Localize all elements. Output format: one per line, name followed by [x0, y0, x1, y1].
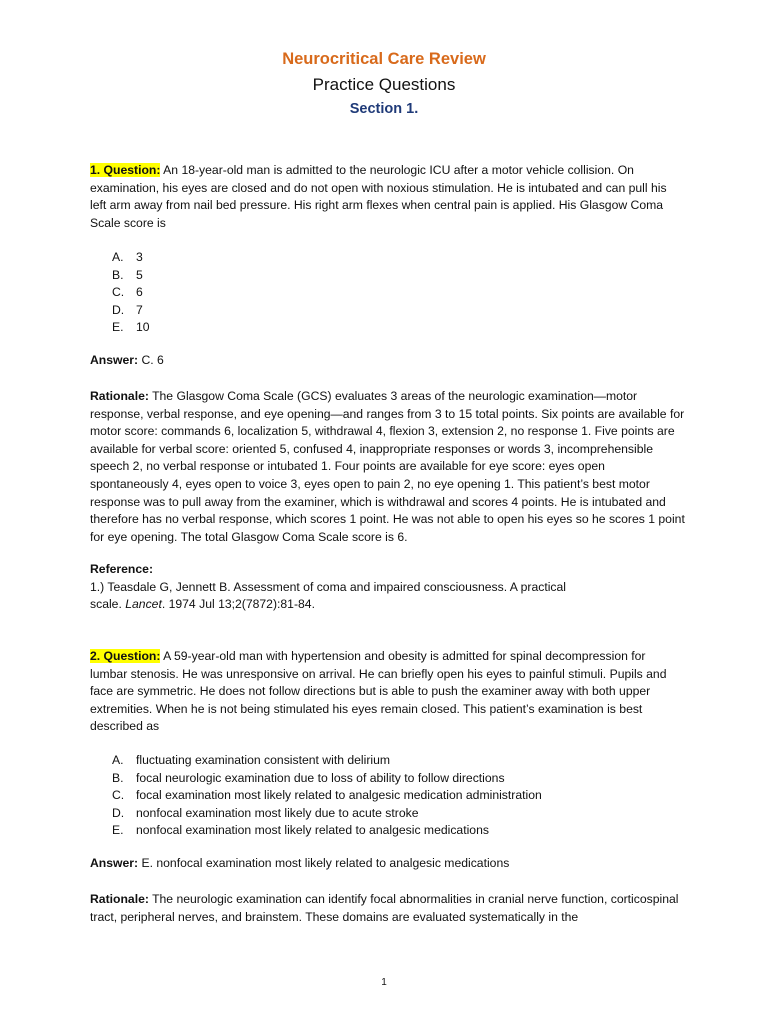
list-item: B. 5 — [112, 267, 143, 282]
question-1-answer: Answer: C. 6 — [90, 353, 164, 367]
document-title: Neurocritical Care Review — [282, 50, 486, 68]
page-number: 1 — [381, 977, 387, 988]
question-2-stem — [90, 648, 686, 736]
question-1-rationale: Rationale: The Glasgow Coma Scale (GCS) evaluates 3 areas of the neurologic examination—motor response, verbal response, and eye opening—and ranges from 3 to 15 total points. Six points are available for motor score: commands 6, localization 5, withdrawal 4, flexion 3, extension 2, no response 1. Five points are available for verbal score: oriented 5, confused 4, inappropriate responses or words 3, incomprehensible speech 2, no verbal response or intubated 1. Four points are available for eye score: eyes open spontaneously 4, eyes open to voice 3, eyes open to pain 2, no eye opening 1. This patient’s best motor response was to pull away from the examiner, which is withdrawal and scores 4 points. He is intubated and therefore has no verbal response, which scores 1 point. He was not able to open his eyes so he scores 1 point for eye opening. The total Glasgow Coma Scale score is 6. — [90, 389, 685, 544]
list-item: C. 6 — [112, 285, 143, 300]
document-subtitle: Practice Questions — [312, 75, 456, 94]
question-2-rationale: Rationale: The neurologic examination can identify focal abnormalities in cranial nerve function, corticospinal tract, peripheral nerves, and brainstem. These domains are evaluated systematically in the — [90, 892, 679, 924]
question-2-label: 2. Question: — [90, 649, 161, 663]
list-item: B. focal neurologic examination due to loss of ability to follow directions — [112, 770, 505, 785]
question-2-answer: Answer: E. nonfocal examination most likely related to analgesic medications — [90, 856, 510, 870]
list-item: A. 3 — [112, 250, 143, 264]
list-item: A. fluctuating examination consistent with delirium — [112, 753, 391, 767]
list-item: E. 10 — [112, 320, 150, 335]
list-item: D. 7 — [112, 302, 143, 317]
question-1-label: 1. Question: — [90, 163, 161, 177]
question-1-reference: Reference: 1.) Teasdale G, Jennett B. Assessment of coma and impaired consciousness. A practical scale. Lancet. 1974 Jul 13;2(7872):81-84. — [90, 562, 567, 612]
question-1-text: An 18-year-old man is admitted to the neurologic ICU after a motor vehicle collision. On examination, his eyes are closed and do not open with noxious stimulation. He is intubated and can pull his left arm away from nail bed pressure. His right arm flexes when central pain is applied. His Glasgow Coma Scale score is — [90, 163, 667, 230]
question-1-stem — [90, 162, 686, 232]
question-2-text: A 59-year-old man with hypertension and obesity is admitted for spinal decompression for lumbar stenosis. He was unresponsive on arrival. He can briefly open his eyes to painful stimuli. Pupils and face are symmetric. He does not follow directions but is able to push the examiner away with both upper extremities. When he is not being stimulated his eyes remain closed. This patient’s examination is best described as — [90, 649, 667, 734]
list-item: C. focal examination most likely related to analgesic medication administration — [112, 788, 542, 803]
list-item: D. nonfocal examination most likely due to acute stroke — [112, 805, 419, 820]
question-2-options — [112, 752, 672, 840]
section-heading: Section 1. — [349, 101, 419, 117]
question-1-options — [112, 249, 672, 337]
list-item: E. nonfocal examination most likely related to analgesic medications — [112, 823, 489, 838]
